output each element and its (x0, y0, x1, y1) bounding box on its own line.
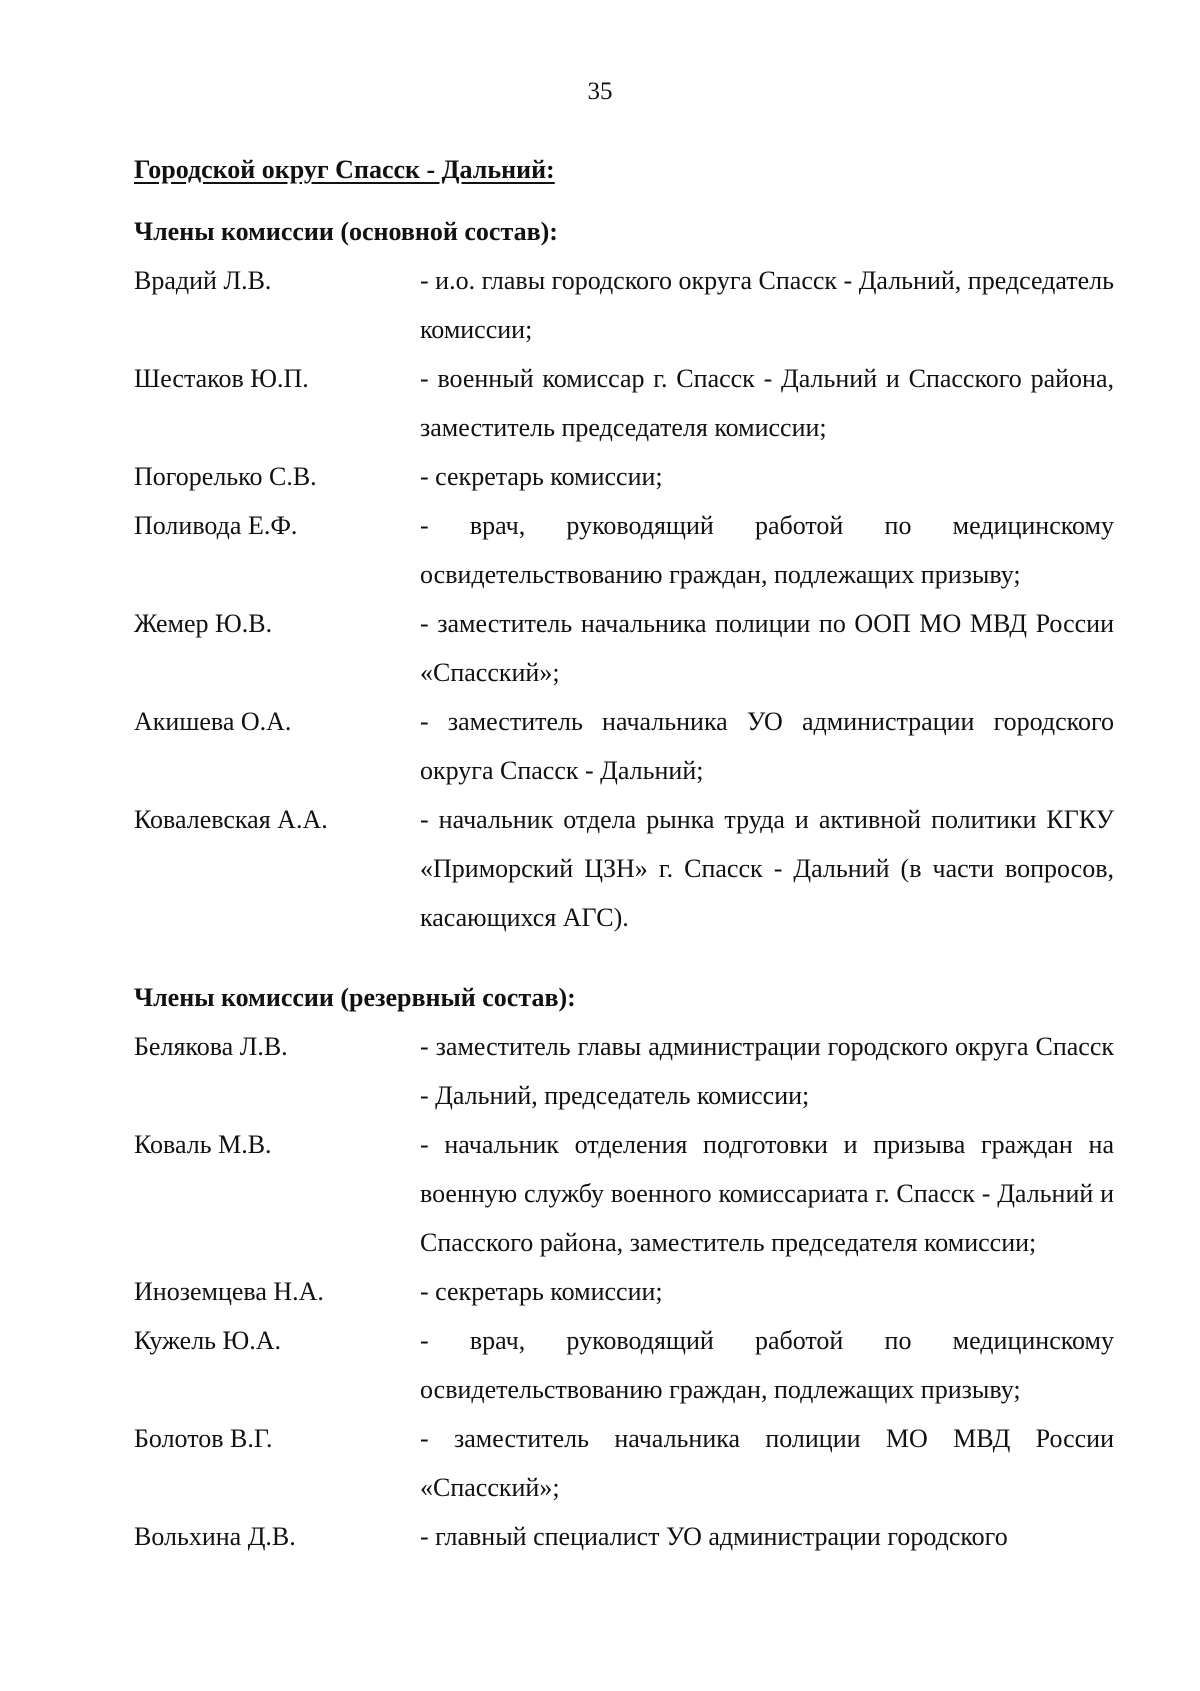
reserve-member-row (134, 1316, 1114, 1414)
main-member-row (134, 256, 1114, 354)
member-name: Врадий Л.В. (134, 266, 272, 295)
member-role: - главный специалист УО администрации городского (420, 1522, 1008, 1551)
member-role: - секретарь комиссии; (420, 1277, 663, 1306)
reserve-member-row (134, 1512, 1114, 1561)
main-member-row (134, 697, 1114, 795)
member-role: - врач, руководящий работой по медицинскому освидетельствованию граждан, подлежащих призыву; (420, 511, 1114, 589)
member-name: Жемер Ю.В. (134, 609, 273, 638)
member-role: - заместитель главы администрации городского округа Спасск - Дальний, председатель комиссии; (420, 1032, 1114, 1110)
document-content (134, 150, 1114, 1561)
member-name: Акишева О.А. (134, 707, 292, 736)
member-name: Шестаков Ю.П. (134, 364, 309, 393)
main-member-row (134, 599, 1114, 697)
main-member-row (134, 452, 1114, 501)
member-role: - военный комиссар г. Спасск - Дальний и Спасского района, заместитель председателя комиссии; (420, 364, 1114, 442)
member-role: - заместитель начальника полиции по ООП МО МВД России «Спасский»; (420, 609, 1114, 687)
member-role: - начальник отдела рынка труда и активной политики КГКУ «Приморский ЦЗН» г. Спасск - Дальний (в части вопросов, касающихся АГС). (420, 805, 1114, 932)
main-section-title: Члены комиссии (основной состав): (134, 217, 558, 246)
member-name: Ковалевская А.А. (134, 805, 328, 834)
reserve-member-row (134, 1022, 1114, 1120)
main-member-row (134, 354, 1114, 452)
reserve-member-row (134, 1120, 1114, 1267)
member-role: - заместитель начальника УО администрации городского округа Спасск - Дальний; (420, 707, 1114, 785)
member-name: Болотов В.Г. (134, 1424, 273, 1453)
member-role: - и.о. главы городского округа Спасск - Дальний, председатель комиссии; (420, 266, 1115, 344)
member-name: Коваль М.В. (134, 1130, 272, 1159)
main-member-row (134, 501, 1114, 599)
page-number: 35 (587, 78, 613, 105)
member-name: Кужель Ю.А. (134, 1326, 282, 1355)
member-name: Поливода Е.Ф. (134, 511, 298, 540)
reserve-member-row (134, 1414, 1114, 1512)
member-name: Иноземцева Н.А. (134, 1277, 324, 1306)
member-role: - врач, руководящий работой по медицинскому освидетельствованию граждан, подлежащих призыву; (420, 1326, 1114, 1404)
member-name: Вольхина Д.В. (134, 1522, 296, 1551)
district-title: Городской округ Спасск - Дальний: (134, 155, 555, 184)
member-name: Погорелько С.В. (134, 462, 317, 491)
member-role: - начальник отделения подготовки и призыва граждан на военную службу военного комиссариата г. Спасск - Дальний и Спасского района, заместитель председателя комиссии; (420, 1130, 1114, 1257)
member-name: Белякова Л.В. (134, 1032, 288, 1061)
main-member-row (134, 795, 1114, 942)
reserve-section-title: Члены комиссии (резервный состав): (134, 983, 576, 1012)
reserve-member-row (134, 1267, 1114, 1316)
member-role: - заместитель начальника полиции МО МВД России «Спасский»; (420, 1424, 1114, 1502)
member-role: - секретарь комиссии; (420, 462, 663, 491)
